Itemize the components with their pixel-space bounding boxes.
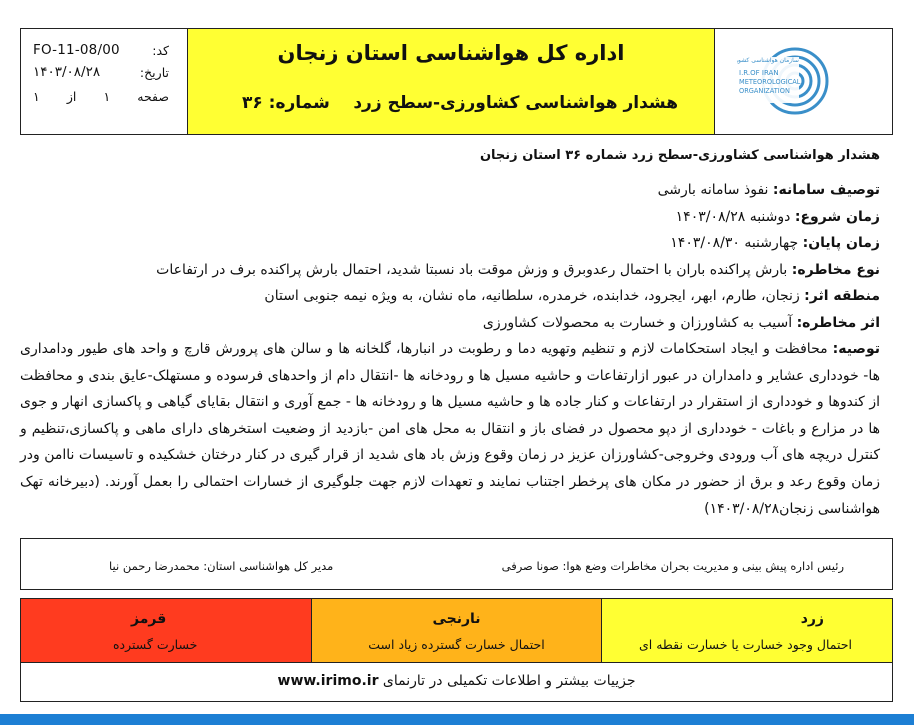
org-title: اداره کل هواشناسی استان زنجان <box>277 41 625 65</box>
document-heading: هشدار هواشناسی کشاورزی-سطح زرد شماره ۳۶ استان زنجان <box>479 148 880 163</box>
system-description-value: نفوذ سامانه بارشی <box>657 182 773 198</box>
hazard-type-value: بارش پراکنده باران با احتمال رعدوبرق و وزش موقت باد نسبتا شدید، احتمال بارش پراکنده برف در ارتفاعات <box>156 261 792 278</box>
start-time-label: زمان شروع: <box>794 208 880 225</box>
document-header <box>20 28 893 135</box>
legend-orange-desc: احتمال خسارت گسترده زیاد است <box>368 637 545 652</box>
hazard-effect <box>20 310 880 337</box>
legend-orange <box>311 599 602 662</box>
head-crisis-signature: رئیس اداره پیش بینی و مدیریت بحران مخاطرات وضع هوا: صونا صرفی <box>501 559 844 573</box>
legend-red-title: قرمز <box>130 611 167 627</box>
director-signature: مدیر کل هواشناسی استان: محمدرضا رحمن نیا <box>109 559 334 573</box>
affected-area <box>20 283 880 310</box>
warning-level-legend <box>20 598 893 663</box>
footer-text: جزییات بیشتر و اطلاعات تکمیلی در تارنمای <box>378 673 636 689</box>
hazard-type-label: نوع مخاطره: <box>791 261 880 278</box>
legend-red-desc: خسارت گسترده <box>112 637 198 652</box>
code-value: FO-11-08/00 <box>33 42 120 58</box>
legend-yellow <box>601 599 892 662</box>
code-row <box>33 39 169 61</box>
hazard-effect-label: اثر مخاطره: <box>796 314 880 331</box>
date-row <box>33 61 169 83</box>
recommendation-label: توصیه: <box>832 341 880 357</box>
logo-block <box>715 29 892 134</box>
website-link[interactable]: www.irimo.ir <box>277 673 379 689</box>
affected-area-label: منطقه اثر: <box>804 288 880 304</box>
system-description <box>20 177 880 204</box>
affected-area-value: زنجان، طارم، ابهر، ایجرود، خدابنده، خرمدره، سلطانیه، ماه نشان، به ویژه نیمه جنوبی استان <box>264 288 805 304</box>
end-time-label: زمان پایان: <box>802 235 880 251</box>
page-word: صفحه <box>137 89 169 104</box>
code-label: کد: <box>152 42 169 58</box>
footer-note <box>20 662 893 702</box>
warning-content <box>20 148 880 522</box>
recommendation <box>20 336 880 522</box>
title-block <box>188 29 715 134</box>
warning-title: هشدار هواشناسی کشاورزی-سطح زرد <box>353 93 678 113</box>
warning-number: شماره: ۳۶ <box>242 93 330 113</box>
legend-orange-title: نارنجی <box>432 611 481 627</box>
hazard-effect-value: آسیب به کشاورزان و خسارت به محصولات کشاورزی <box>482 314 797 331</box>
legend-yellow-title: زرد <box>800 611 824 627</box>
bottom-accent-bar <box>0 714 914 725</box>
logo-text-en-2: METEOROLOGICAL <box>739 78 801 86</box>
hazard-type <box>20 257 880 284</box>
start-time <box>20 204 880 231</box>
page-total: ۱ <box>33 89 40 104</box>
date-value: ۱۴۰۳/۰۸/۲۸ <box>33 64 101 80</box>
system-description-label: توصیف سامانه: <box>772 182 880 198</box>
date-label: تاریخ: <box>139 64 169 80</box>
end-time <box>20 230 880 257</box>
logo-text-fa: سازمان هواشناسی کشور <box>737 57 799 64</box>
legend-red <box>21 599 311 662</box>
signature-box <box>20 538 893 590</box>
end-time-value: چهارشنبه ۱۴۰۳/۰۸/۳۰ <box>670 235 803 251</box>
page-indicator <box>33 89 169 104</box>
logo-text-en-3: ORGANIZATION <box>739 87 790 95</box>
meteorological-organization-logo <box>737 41 837 116</box>
recommendation-value: محافظت و ایجاد استحکامات لازم و تنظیم وتهویه دما و رطوبت در انبارها، گلخانه ها و سالن های پرورش قارچ و واحد های طیور ودامداری ها- خودداری عشایر و دامداران در عبور ازارتفاعات و حاشیه مسیل ها و رودخانه ها -انتقال دام از واحدهای فرسوده و مستهلک-عایق بندی و محافظت از کندوها و خودداری از استقرار در ارتفاعات و کنار جاده ها و حاشیه مسیل ها و رودخانه ها - جمع آوری و انتقال بقایای گیاهی و پاکسازی انهار و جوی ها در مزارع و باغات - خودداری از دپو محصول در فضای باز و انتقال به محل های امن -بازدید از وضعیت استخرهای دارای ماهی و پاکسازی،تنظیم و کنترل دریچه های آب ورودی وخروجی-کشاورزان عزیز در زمان وقوع وزش باد های شدید از قرار گیری در کنار درختان خشکیده و تاسیسات ناامن ودر زمان وقوع رعد و برق از حضور در مکان های پرخطر اجتناب نمایند و تعهدات لازم جهت جلوگیری از خسارات احتمالی را بعمل آورند. (دبیرخانه تهک هواشناسی زنجان۱۴۰۳/۰۸/۲۸) <box>20 341 880 517</box>
page-of: از <box>66 89 77 104</box>
start-time-value: دوشنبه ۱۴۰۳/۰۸/۲۸ <box>675 208 795 225</box>
document-meta <box>21 29 188 134</box>
legend-yellow-desc: احتمال وجود خسارت یا خسارت نقطه ای <box>638 637 852 652</box>
logo-text-en-1: I.R.OF IRAN <box>739 69 779 77</box>
page-current: ۱ <box>103 89 111 104</box>
